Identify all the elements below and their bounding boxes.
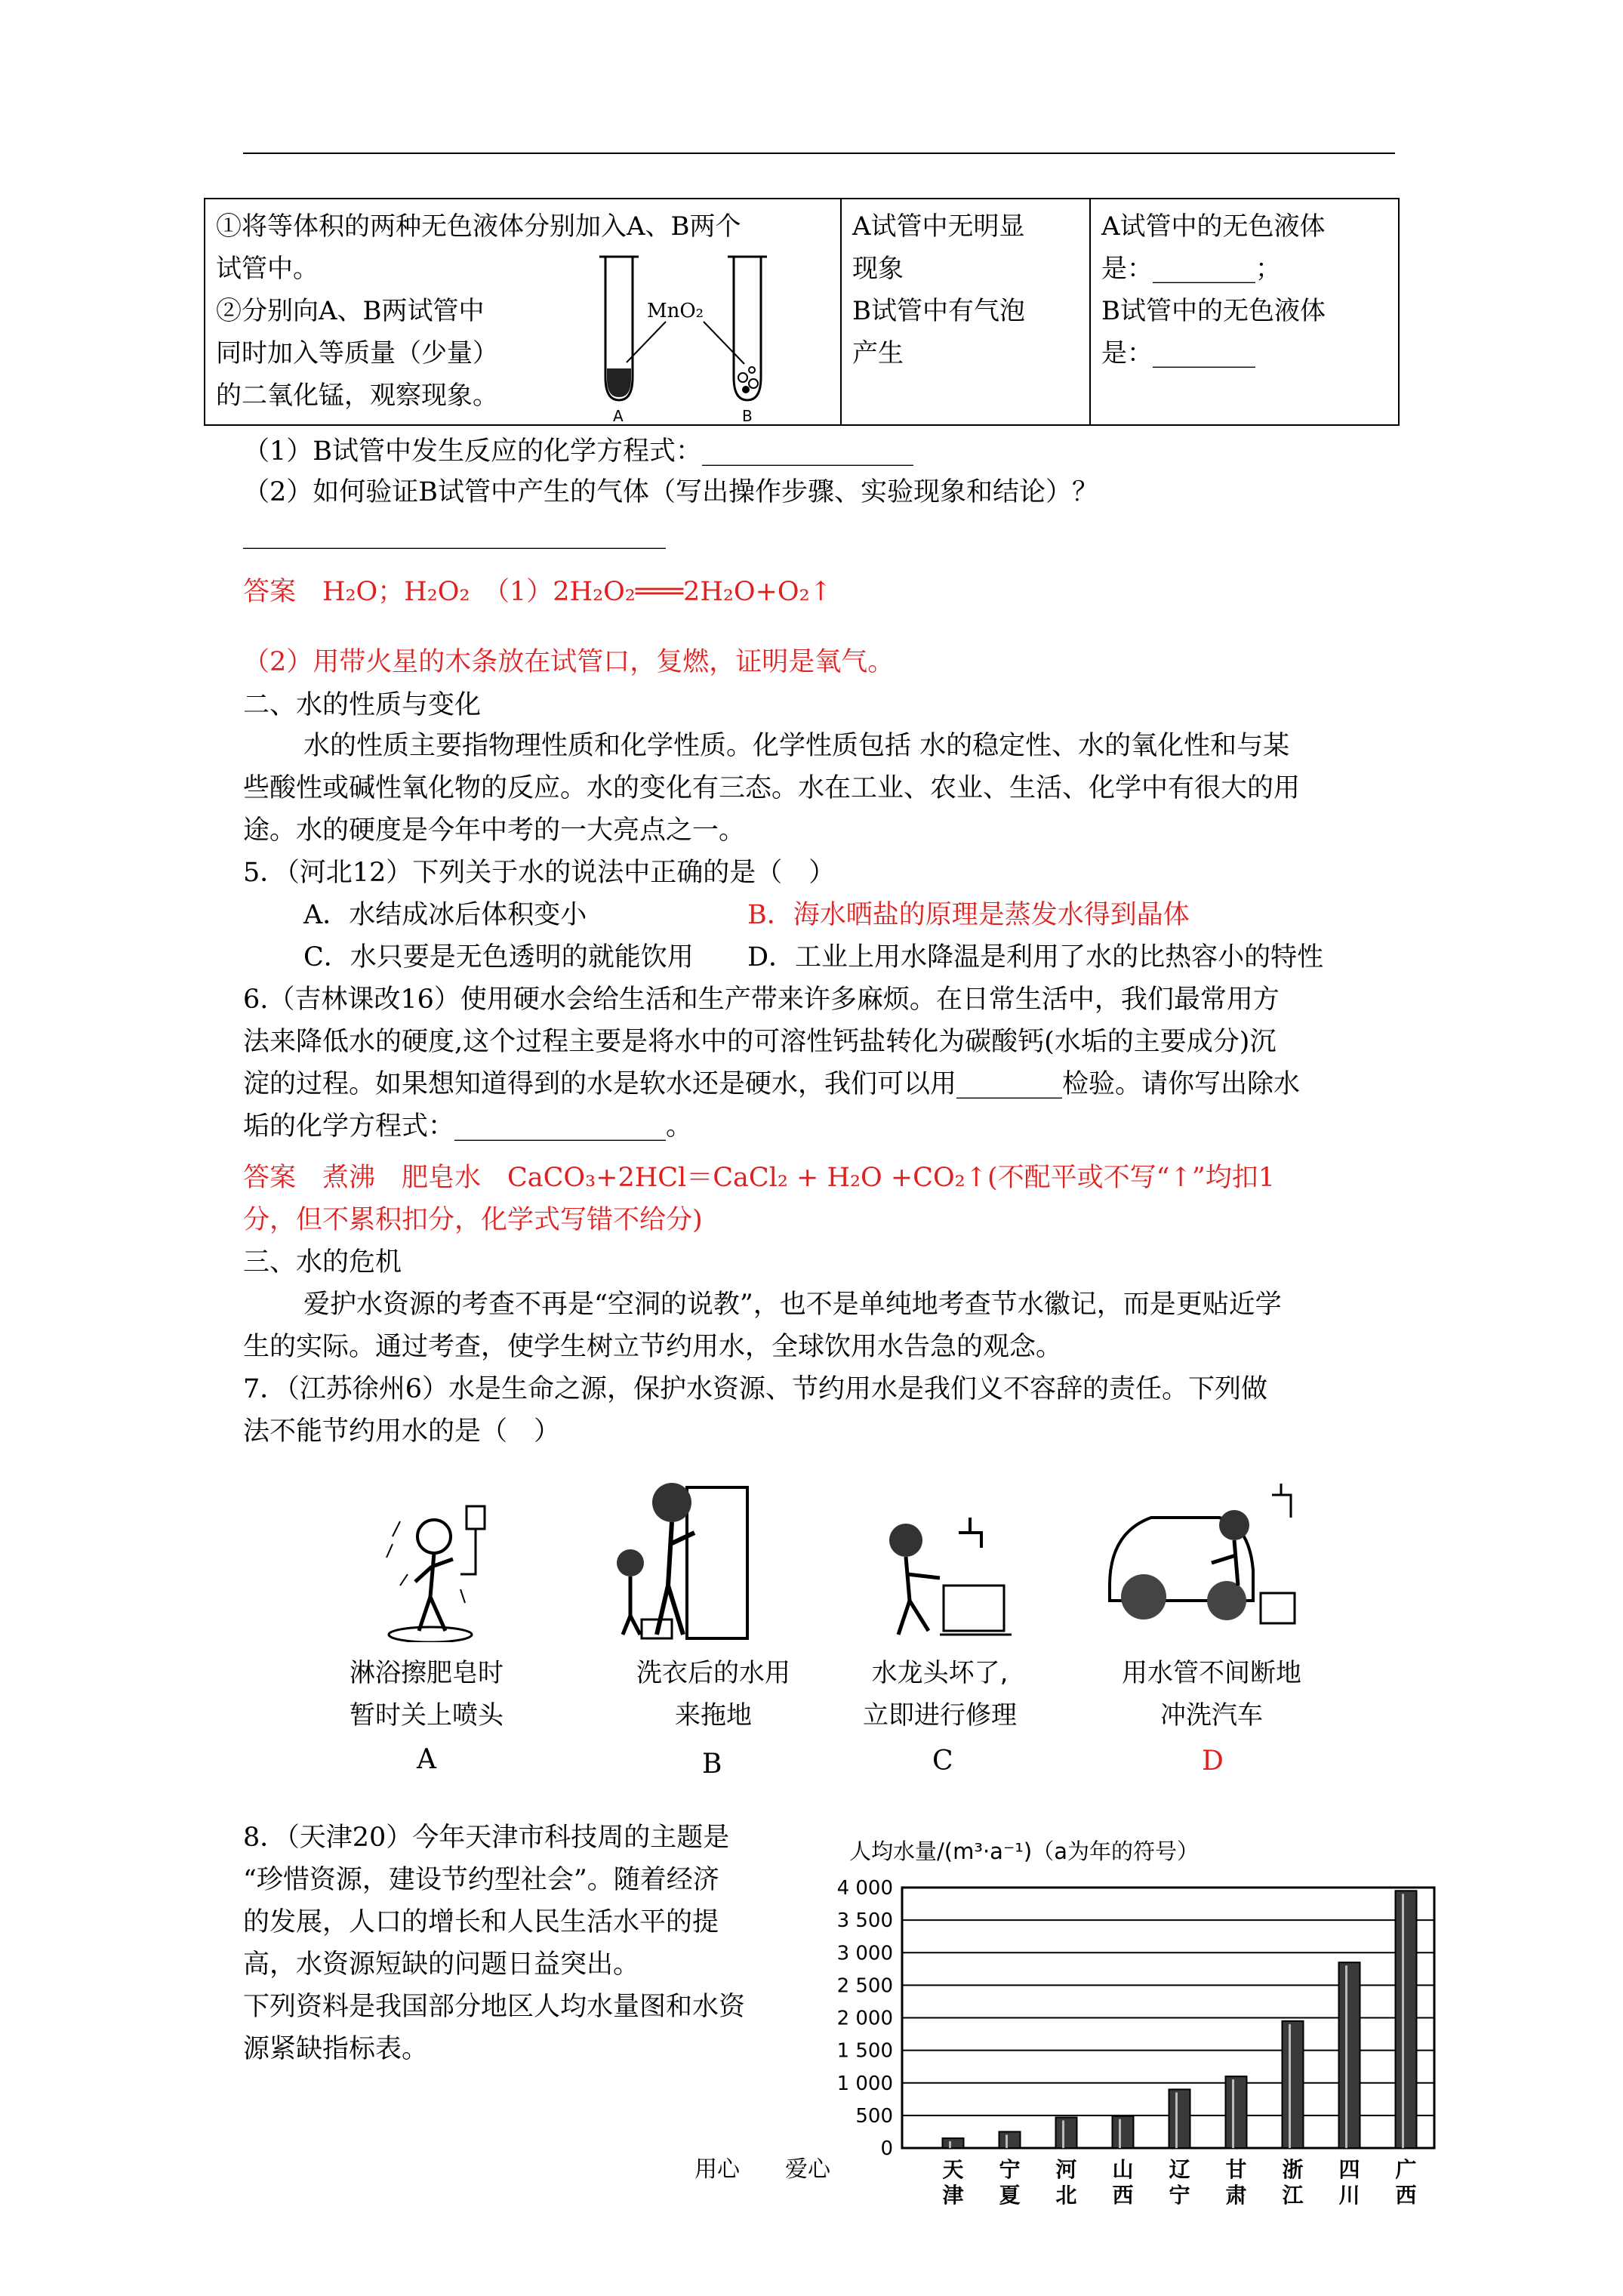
y-tick-label: 4 000: [836, 1877, 893, 1900]
bar: [943, 2138, 964, 2148]
answer-6-line1: 答案 煮沸 肥皂水 CaCO₃+2HCl＝CaCl₂ + H₂O +CO₂↑(不配平或不写“↑”均扣1: [243, 1163, 1276, 1193]
x-tick-label: 四: [1338, 2157, 1360, 2182]
bar: [1339, 1962, 1360, 2148]
x-tick-label: 广: [1395, 2157, 1417, 2182]
mno2-label: MnO₂: [647, 300, 704, 322]
laundry-illustration: [596, 1472, 762, 1642]
faucet-repair-illustration: [868, 1502, 1019, 1646]
q-sub2-blank: ________________________________: [243, 519, 666, 550]
pic-c-letter: C: [932, 1746, 953, 1777]
q8-line3: 的发展，人口的增长和人民生活水平的提: [243, 1907, 719, 1937]
x-tick-label: 山: [1112, 2157, 1134, 2182]
bar: [1283, 2021, 1304, 2148]
q-sub1: （1）B试管中发生反应的化学方程式：________________: [243, 436, 913, 467]
procedure-step1b: 试管中。: [216, 254, 319, 284]
section2-p1: 水的性质主要指物理性质和化学性质。化学性质包括 水的稳定性、水的氧化性和与某: [303, 731, 1290, 761]
section3-p1: 爱护水资源的考查不再是“空洞的说教”，也不是单纯地考查节水徽记，而是更贴近学: [303, 1290, 1282, 1320]
y-tick-label: 1 500: [836, 2039, 893, 2063]
pic-a-line1: 淋浴擦肥皂时: [350, 1658, 504, 1688]
bar: [1056, 2117, 1077, 2148]
concl-a2: 是：________；: [1101, 254, 1281, 284]
procedure-step1: ①将等体积的两种无色液体分别加入A、B两个: [216, 211, 741, 242]
q6-line3: 淀的过程。如果想知道得到的水是软水还是硬水，我们可以用________检验。请你写出除水: [243, 1069, 1301, 1099]
answer-1: 答案 H₂O；H₂O₂ （1）2H₂O₂═══2H₂O+O₂↑: [243, 577, 832, 607]
tube-b-label: B: [742, 407, 753, 423]
pic-a-letter: A: [417, 1744, 436, 1775]
y-tick-label: 2 000: [836, 2007, 893, 2030]
pic-c-line2: 立即进行修理: [863, 1700, 1017, 1730]
pic-c-caption: [827, 1652, 1053, 1737]
x-tick-label: 宁: [1169, 2183, 1190, 2208]
water-per-capita-chart: [815, 1865, 1449, 2227]
experiment-table: [204, 198, 1400, 426]
section3-title: 三、水的危机: [243, 1247, 402, 1277]
x-tick-label: 天: [942, 2157, 964, 2182]
q8-line2: “珍惜资源，建设节约型社会”。随着经济: [243, 1865, 719, 1895]
concl-a: A试管中的无色液体: [1101, 211, 1326, 242]
tube-a-label: A: [613, 407, 624, 423]
shower-illustration: [370, 1491, 521, 1642]
x-tick-label: 肃: [1225, 2183, 1247, 2208]
q5-option-b: B．海水晒盐的原理是蒸发水得到晶体: [747, 900, 1190, 930]
y-tick-label: 3 000: [836, 1942, 893, 1965]
x-tick-label: 江: [1282, 2183, 1304, 2208]
x-tick-label: 西: [1395, 2183, 1417, 2208]
section2-title: 二、水的性质与变化: [243, 690, 482, 720]
x-tick-label: 浙: [1282, 2157, 1304, 2182]
answer-2: （2）用带火星的木条放在试管口，复燃，证明是氧气。: [243, 647, 895, 677]
q5-option-c: C．水只要是无色透明的就能饮用: [303, 942, 694, 972]
x-tick-label: 西: [1112, 2183, 1134, 2208]
q7-line1: 7．（江苏徐州6）水是生命之源，保护水资源、节约用水是我们义不容辞的责任。下列做: [243, 1374, 1268, 1404]
bar: [1169, 2089, 1190, 2148]
x-tick-label: 甘: [1225, 2157, 1247, 2182]
pic-a-caption: [313, 1652, 540, 1737]
answer-6-line2: 分，但不累积扣分，化学式写错不给分): [243, 1205, 703, 1235]
pic-b-line2: 来拖地: [675, 1700, 752, 1730]
bar: [1226, 2076, 1247, 2148]
pic-d-line1: 用水管不间断地: [1122, 1658, 1301, 1688]
q7-line2: 法不能节约用水的是（ ）: [243, 1416, 561, 1447]
obs-b: B试管中有气泡: [852, 296, 1025, 326]
pic-a-line2: 暂时关上喷头: [350, 1700, 504, 1730]
q6-line1: 6.（吉林课改16）使用硬水会给生活和生产带来许多麻烦。在日常生活中，我们最常用方: [243, 985, 1280, 1015]
procedure-step2c: 的二氧化锰，观察现象。: [216, 381, 498, 411]
concl-b: B试管中的无色液体: [1101, 296, 1326, 326]
x-tick-label: 宁: [999, 2157, 1021, 2182]
concl-b2: 是：________: [1101, 338, 1255, 368]
observation-cell: [841, 199, 1090, 425]
procedure-step2b: 同时加入等质量（少量）: [216, 338, 498, 368]
pic-d-letter: D: [1202, 1746, 1224, 1777]
question-5: 5．（河北12）下列关于水的说法中正确的是（ ）: [243, 858, 836, 888]
bar: [999, 2131, 1021, 2148]
q6-line4: 垢的化学方程式：________________。: [243, 1111, 693, 1142]
obs-a: A试管中无明显: [852, 211, 1025, 242]
x-tick-label: 河: [1055, 2157, 1077, 2182]
pic-b-caption: [600, 1652, 827, 1737]
y-tick-label: 3 500: [836, 1909, 893, 1933]
obs-b2: 产生: [852, 338, 904, 368]
section2-p3: 途。水的硬度是今年中考的一大亮点之一。: [243, 815, 746, 846]
procedure-cell: [205, 199, 841, 425]
q-sub2: （2）如何验证B试管中产生的气体（写出操作步骤、实验现象和结论）？: [243, 477, 1098, 507]
obs-a2: 现象: [852, 254, 904, 284]
bar: [1113, 2116, 1134, 2148]
y-tick-label: 1 000: [836, 2072, 893, 2095]
page-footer: 用心 爱心: [694, 2156, 830, 2183]
q5-option-a: A．水结成冰后体积变小: [303, 900, 587, 930]
y-tick-label: 0: [880, 2137, 893, 2160]
procedure-step2: ②分别向A、B两试管中: [216, 296, 485, 326]
pic-d-caption: [1098, 1652, 1325, 1737]
y-tick-label: 2 500: [836, 1974, 893, 1998]
car-washing-illustration: [1098, 1480, 1302, 1638]
q8-line1: 8．（天津20）今年天津市科技周的主题是: [243, 1823, 730, 1853]
x-tick-label: 川: [1338, 2183, 1360, 2208]
q5-option-d: D．工业上用水降温是利用了水的比热容小的特性: [747, 942, 1324, 972]
x-tick-label: 北: [1055, 2183, 1077, 2208]
header-rule: [243, 153, 1395, 154]
x-tick-label: 辽: [1169, 2157, 1190, 2182]
test-tube-diagram: [575, 249, 809, 423]
pic-c-line1: 水龙头坏了,: [871, 1658, 1009, 1688]
x-tick-label: 夏: [999, 2183, 1021, 2208]
chart-title: 人均水量/(m³·a⁻¹)（a为年的符号）: [849, 1838, 1199, 1864]
bar: [1396, 1891, 1417, 2148]
q8-line5: 下列资料是我国部分地区人均水量图和水资: [243, 1992, 746, 2022]
q6-line2: 法来降低水的硬度,这个过程主要是将水中的可溶性钙盐转化为碳酸钙(水垢的主要成分)沉: [243, 1027, 1277, 1057]
section2-p2: 些酸性或碱性氧化物的反应。水的变化有三态。水在工业、农业、生活、化学中有很大的用: [243, 773, 1301, 803]
pic-b-line1: 洗衣后的水用: [636, 1658, 790, 1688]
x-tick-label: 津: [942, 2183, 964, 2208]
y-tick-label: 500: [855, 2104, 893, 2128]
q8-line4: 高，水资源短缺的问题日益突出。: [243, 1949, 640, 1980]
conclusion-cell: [1090, 199, 1399, 425]
pic-d-line2: 冲洗汽车: [1160, 1700, 1263, 1730]
section3-p2: 生的实际。通过考查，使学生树立节约用水，全球饮用水告急的观念。: [243, 1332, 1063, 1362]
pic-b-letter: B: [702, 1749, 722, 1780]
q8-line6: 源紧缺指标表。: [243, 2034, 429, 2064]
